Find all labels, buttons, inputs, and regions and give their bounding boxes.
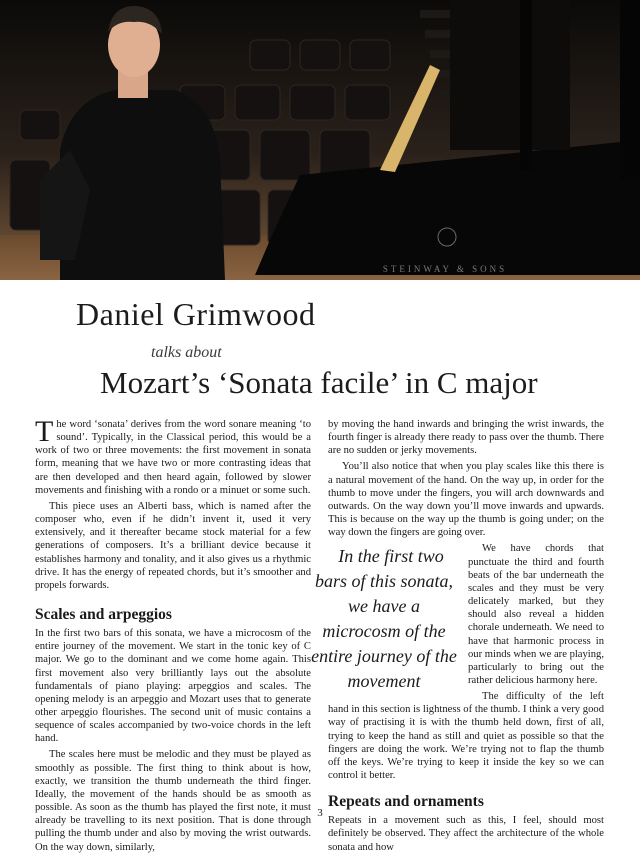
page-number: 3	[317, 807, 323, 819]
connector-text: talks about	[151, 344, 222, 361]
paragraph: by moving the hand inwards and bringing the wrist inwards, the fourth finger is already there ready to pass over the thumb. There are no sudden or jerky movements.	[328, 419, 604, 457]
section-heading-scales: Scales and arpeggios	[35, 606, 172, 624]
author-name: Daniel Grimwood	[76, 296, 316, 332]
hero-photo	[0, 0, 640, 280]
paragraph-text: We have chords that punctuate the third and fourth beats of the bar underneath the scales and they must be very delicately marked, but they should also reveal a hidden chorale underneath. We need to have that harmonic process in our minds when we are playing, particularly to bring out the rather delicious harmony here.	[468, 543, 604, 686]
paragraph: In the first two bars of this sonata, we have a microcosm of the entire journey of the movement. We start in the tonic key of C major. We go to the dominant and we come home again. This first movement also very brilliantly lays out the absolute fundamentals of piano playing: arpeggios and scales. The opening melody is an arpeggio and Mozart uses that to generate other arpeggio flourishes. The second unit of music contains a sequence of scales accompanied by two-voice chords in the left hand.	[35, 628, 311, 745]
paragraph: This piece uses an Alberti bass, which is named after the composer who, even if he didn’t invent it, used it very extensively, and it thereafter became stock material for a few generations of composers. It’s a brilliant device because it establishes harmony and tonality, and it also gives us a rhythmic drive. It has the energy of repeated chords, but it’s smoother and propels forwards.	[35, 500, 311, 591]
piano-brand-text: STEINWAY & SONS	[382, 264, 508, 274]
article-column-right	[311, 418, 604, 857]
section-heading-repeats: Repeats and ornaments	[328, 793, 484, 811]
article-column-left	[35, 415, 311, 857]
pull-quote: In the first two bars of this sonata, we have a microcosm of the entire journey of the movement	[311, 546, 457, 692]
paragraph: Repeats in a movement such as this, I feel, should most definitely be observed. They affect the architecture of the whole sonata and how	[328, 815, 604, 853]
intro-paragraph	[35, 415, 311, 497]
paragraph: You’ll also notice that when you play scales like this there is a natural movement of the hand. On the way up, in order for the thumb to move under the fingers, you will arch downwards and outwards. On the way down you’ll move inwards and upwards. This is because on the way up the thumb is going under; on the way down the fingers are going over.	[328, 461, 604, 539]
drop-cap: T	[35, 415, 54, 448]
intro-text: he word ‘sonata’ derives from the word sonare meaning ‘to sound’. Typically, in the Classical period, this would be a work of two or three movements: the first movement in sonata form, meaning that we have two or more contrasting ideas that are then developed and then heard again, followed by slower movements and finishing with a rondo or a minuet or some such.	[35, 419, 311, 496]
hero-illustration	[0, 0, 640, 280]
work-title: Mozart’s ‘Sonata facile’ in C major	[100, 365, 538, 400]
paragraph	[311, 542, 604, 692]
paragraph: The scales here must be melodic and they must be played as smoothly as possible. The first thing to think about is how, exactly, we transition the thumb underneath the third finger. Ideally, the movement of the hands should be as smooth as possible. As soon as the thumb has played the first note, it must already be travelling to its next position. That is done through pulling the thumb under and also by moving the wrist outwards. On the way down, similarly,	[35, 749, 311, 853]
paragraph: The difficulty of the left hand in this section is lightness of the thumb. I think a very good way of practising it is with the thumb held down, first of all, trying to keep the hand as still and quiet as possible so that the fingers are doing the work. We’re trying not to flap the thumb off the keys. We’re trying to keep it inside the key so we can control it better.	[328, 691, 604, 782]
article-title-block	[0, 290, 640, 408]
